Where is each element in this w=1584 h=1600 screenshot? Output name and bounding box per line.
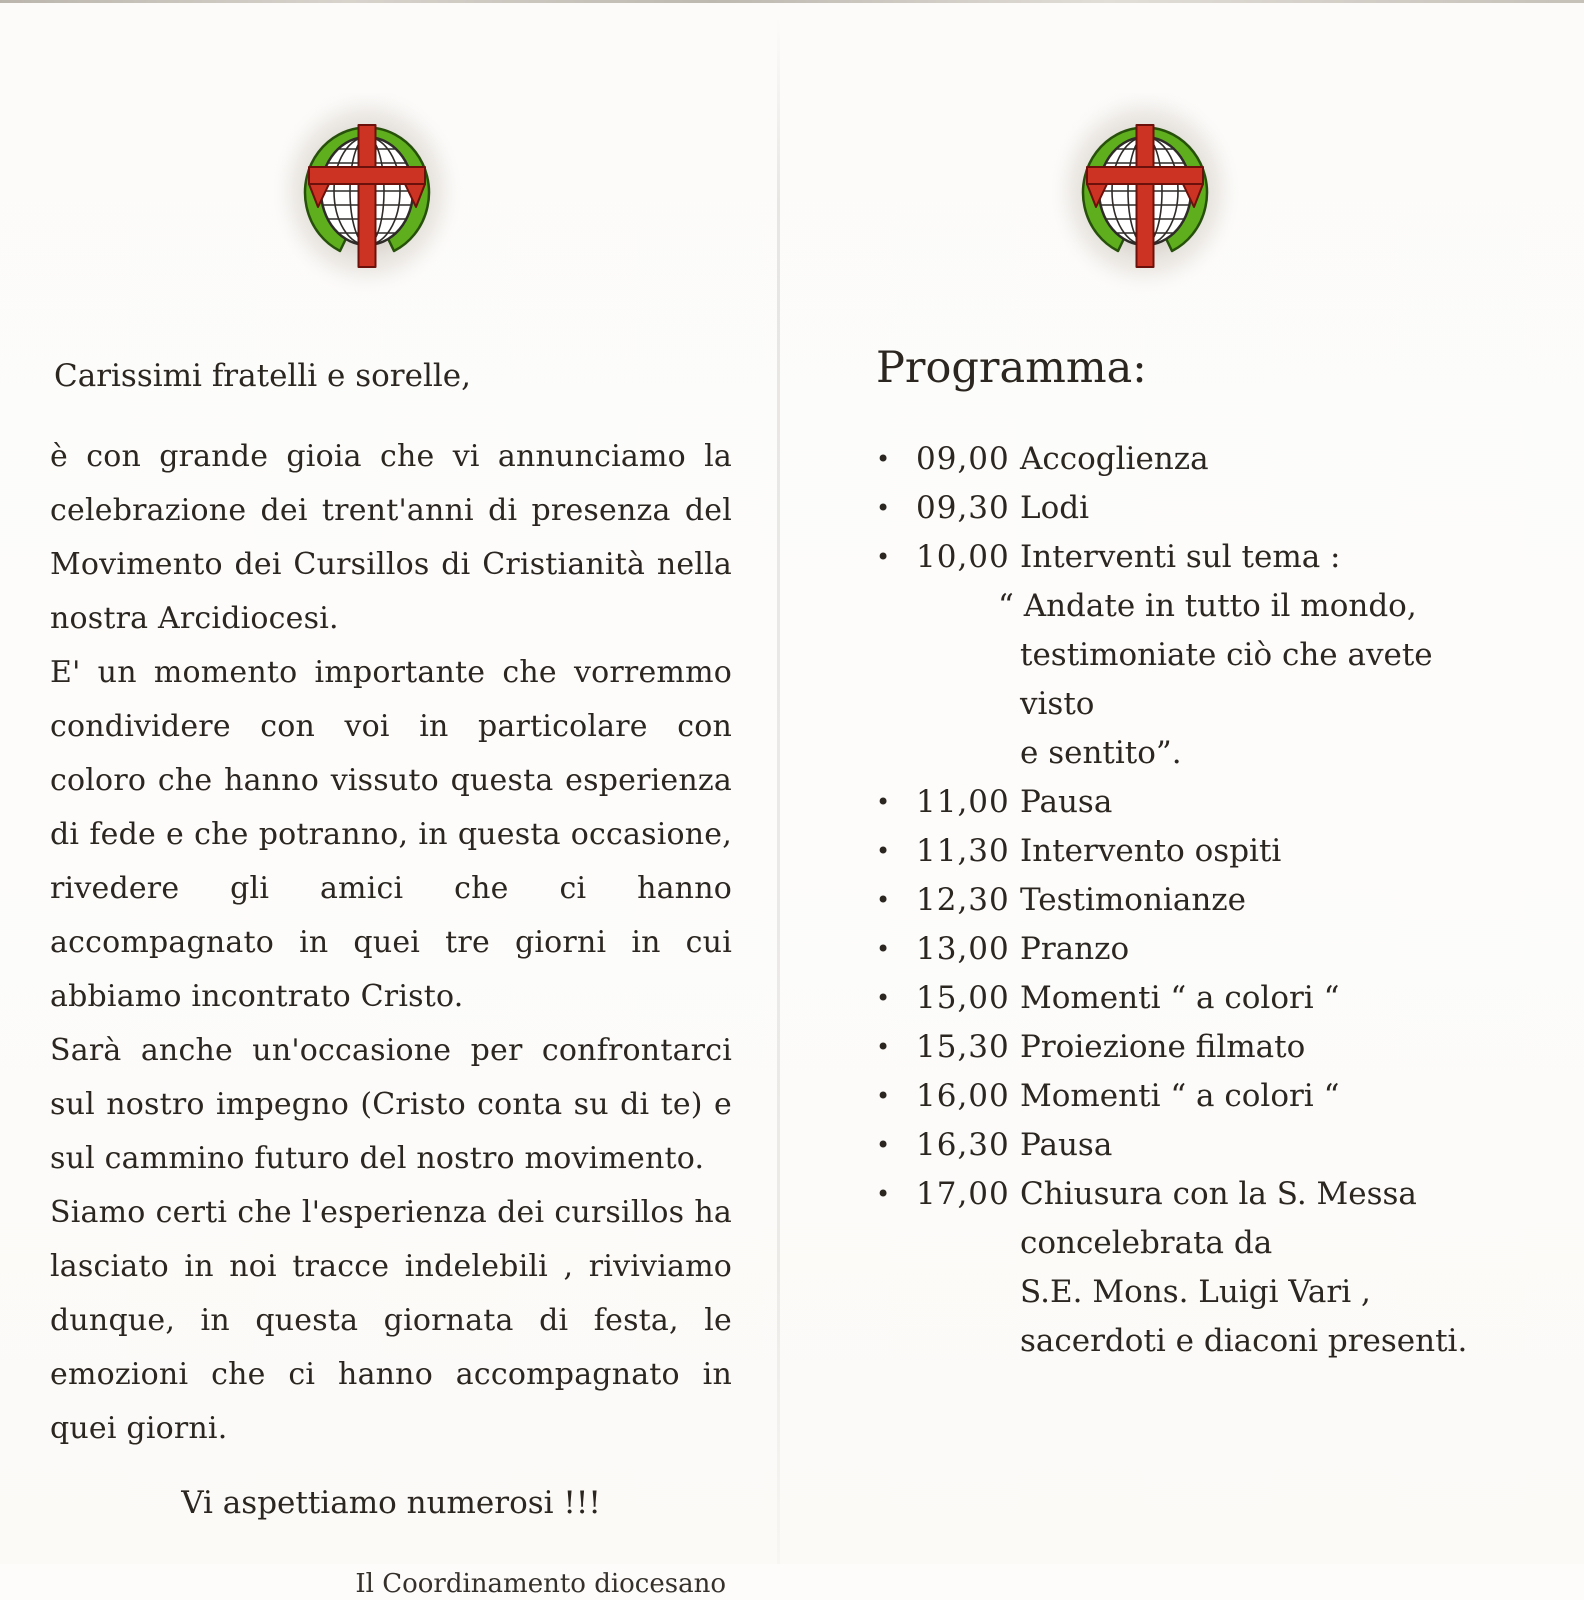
globe-cross-icon [272, 93, 462, 298]
bullet-icon: • [876, 1180, 891, 1208]
schedule-subline: “ Andate in tutto il mondo, [998, 588, 1417, 624]
schedule-list [858, 435, 1506, 1366]
program-heading: Programma: [876, 343, 1147, 393]
bullet-icon: • [876, 837, 891, 865]
schedule-row [858, 925, 1506, 974]
schedule-label: Pausa [1020, 1127, 1113, 1163]
left-panel [50, 0, 732, 1600]
closing-line: Vi aspettiamo numerosi !!! [181, 1485, 601, 1521]
bullet-icon: • [876, 1082, 891, 1110]
schedule-label: Lodi [1020, 490, 1090, 526]
schedule-label: Testimonianze [1020, 882, 1246, 918]
schedule-subline: testimoniate ciò che avete visto [1020, 637, 1433, 722]
bullet-icon: • [876, 935, 891, 963]
right-panel [858, 0, 1506, 1366]
schedule-time: 12,30 [916, 882, 1010, 918]
letter-paragraph: Sarà anche un'occasione per confrontarci sul nostro impegno (Cristo conta su di te) e sul cammino futuro del nostro movimento. [50, 1033, 732, 1176]
schedule-row [858, 435, 1506, 484]
schedule-time: 11,00 [916, 784, 1010, 820]
schedule-label: Pausa [1020, 784, 1113, 820]
letter-paragraph: Siamo certi che l'esperienza dei cursillos ha lasciato in noi tracce indelebili , riviviamo dunque, in questa giornata di festa, le emozioni che ci hanno accompagnato in quei giorni. [50, 1195, 732, 1446]
bullet-icon: • [876, 984, 891, 1012]
letter-paragraph: è con grande gioia che vi annunciamo la celebrazione dei trent'anni di presenza del Movimento dei Cursillos di Cristianità nella nostra Arcidiocesi. [50, 439, 732, 636]
schedule-label: Interventi sul tema : [1020, 539, 1341, 575]
schedule-subline: concelebrata da [1020, 1225, 1273, 1261]
schedule-label: Momenti “ a colori “ [1020, 980, 1340, 1016]
bullet-icon: • [876, 788, 891, 816]
schedule-time: 09,30 [916, 490, 1010, 526]
schedule-row [858, 778, 1506, 827]
schedule-label: Chiusura con la S. Messa [1020, 1176, 1417, 1212]
bullet-icon: • [876, 1131, 891, 1159]
cursillos-logo [1050, 93, 1240, 298]
bullet-icon: • [876, 494, 891, 522]
schedule-time: 15,30 [916, 1029, 1010, 1065]
schedule-label: Pranzo [1020, 931, 1130, 967]
schedule-row [858, 1121, 1506, 1170]
schedule-label: Proiezione filmato [1020, 1029, 1306, 1065]
schedule-time: 11,30 [916, 833, 1010, 869]
bullet-icon: • [876, 543, 891, 571]
schedule-subline: e sentito”. [1020, 735, 1182, 771]
schedule-label: Intervento ospiti [1020, 833, 1282, 869]
schedule-time: 09,00 [916, 441, 1010, 477]
signature: Il Coordinamento diocesano [355, 1569, 726, 1599]
schedule-row [858, 484, 1506, 533]
globe-cross-icon [1050, 93, 1240, 298]
schedule-row [858, 1170, 1506, 1219]
cursillos-logo [272, 93, 462, 298]
schedule-subline: S.E. Mons. Luigi Vari , [1020, 1274, 1371, 1310]
schedule-time: 15,00 [916, 980, 1010, 1016]
schedule-label: Momenti “ a colori “ [1020, 1078, 1340, 1114]
bullet-icon: • [876, 886, 891, 914]
schedule-label: Accoglienza [1020, 441, 1209, 477]
schedule-subline: sacerdoti e diaconi presenti. [1020, 1323, 1468, 1359]
bullet-icon: • [876, 1033, 891, 1061]
schedule-row [858, 827, 1506, 876]
salutation: Carissimi fratelli e sorelle, [54, 358, 471, 394]
schedule-row [858, 876, 1506, 925]
schedule-row [858, 533, 1506, 582]
schedule-row [858, 1023, 1506, 1072]
bullet-icon: • [876, 445, 891, 473]
fold-line [777, 18, 780, 1564]
schedule-time: 10,00 [916, 539, 1010, 575]
schedule-row [858, 1072, 1506, 1121]
schedule-time: 16,30 [916, 1127, 1010, 1163]
schedule-row [858, 974, 1506, 1023]
schedule-time: 17,00 [916, 1176, 1010, 1212]
schedule-time: 13,00 [916, 931, 1010, 967]
schedule-time: 16,00 [916, 1078, 1010, 1114]
letter-paragraph: E' un momento importante che vorremmo condividere con voi in particolare con coloro che hanno vissuto questa esperienza di fede e che potranno, in questa occasione, rivedere gli amici che ci hanno accompagnato in quei tre giorni in cui abbiamo incontrato Cristo. [50, 655, 732, 1014]
